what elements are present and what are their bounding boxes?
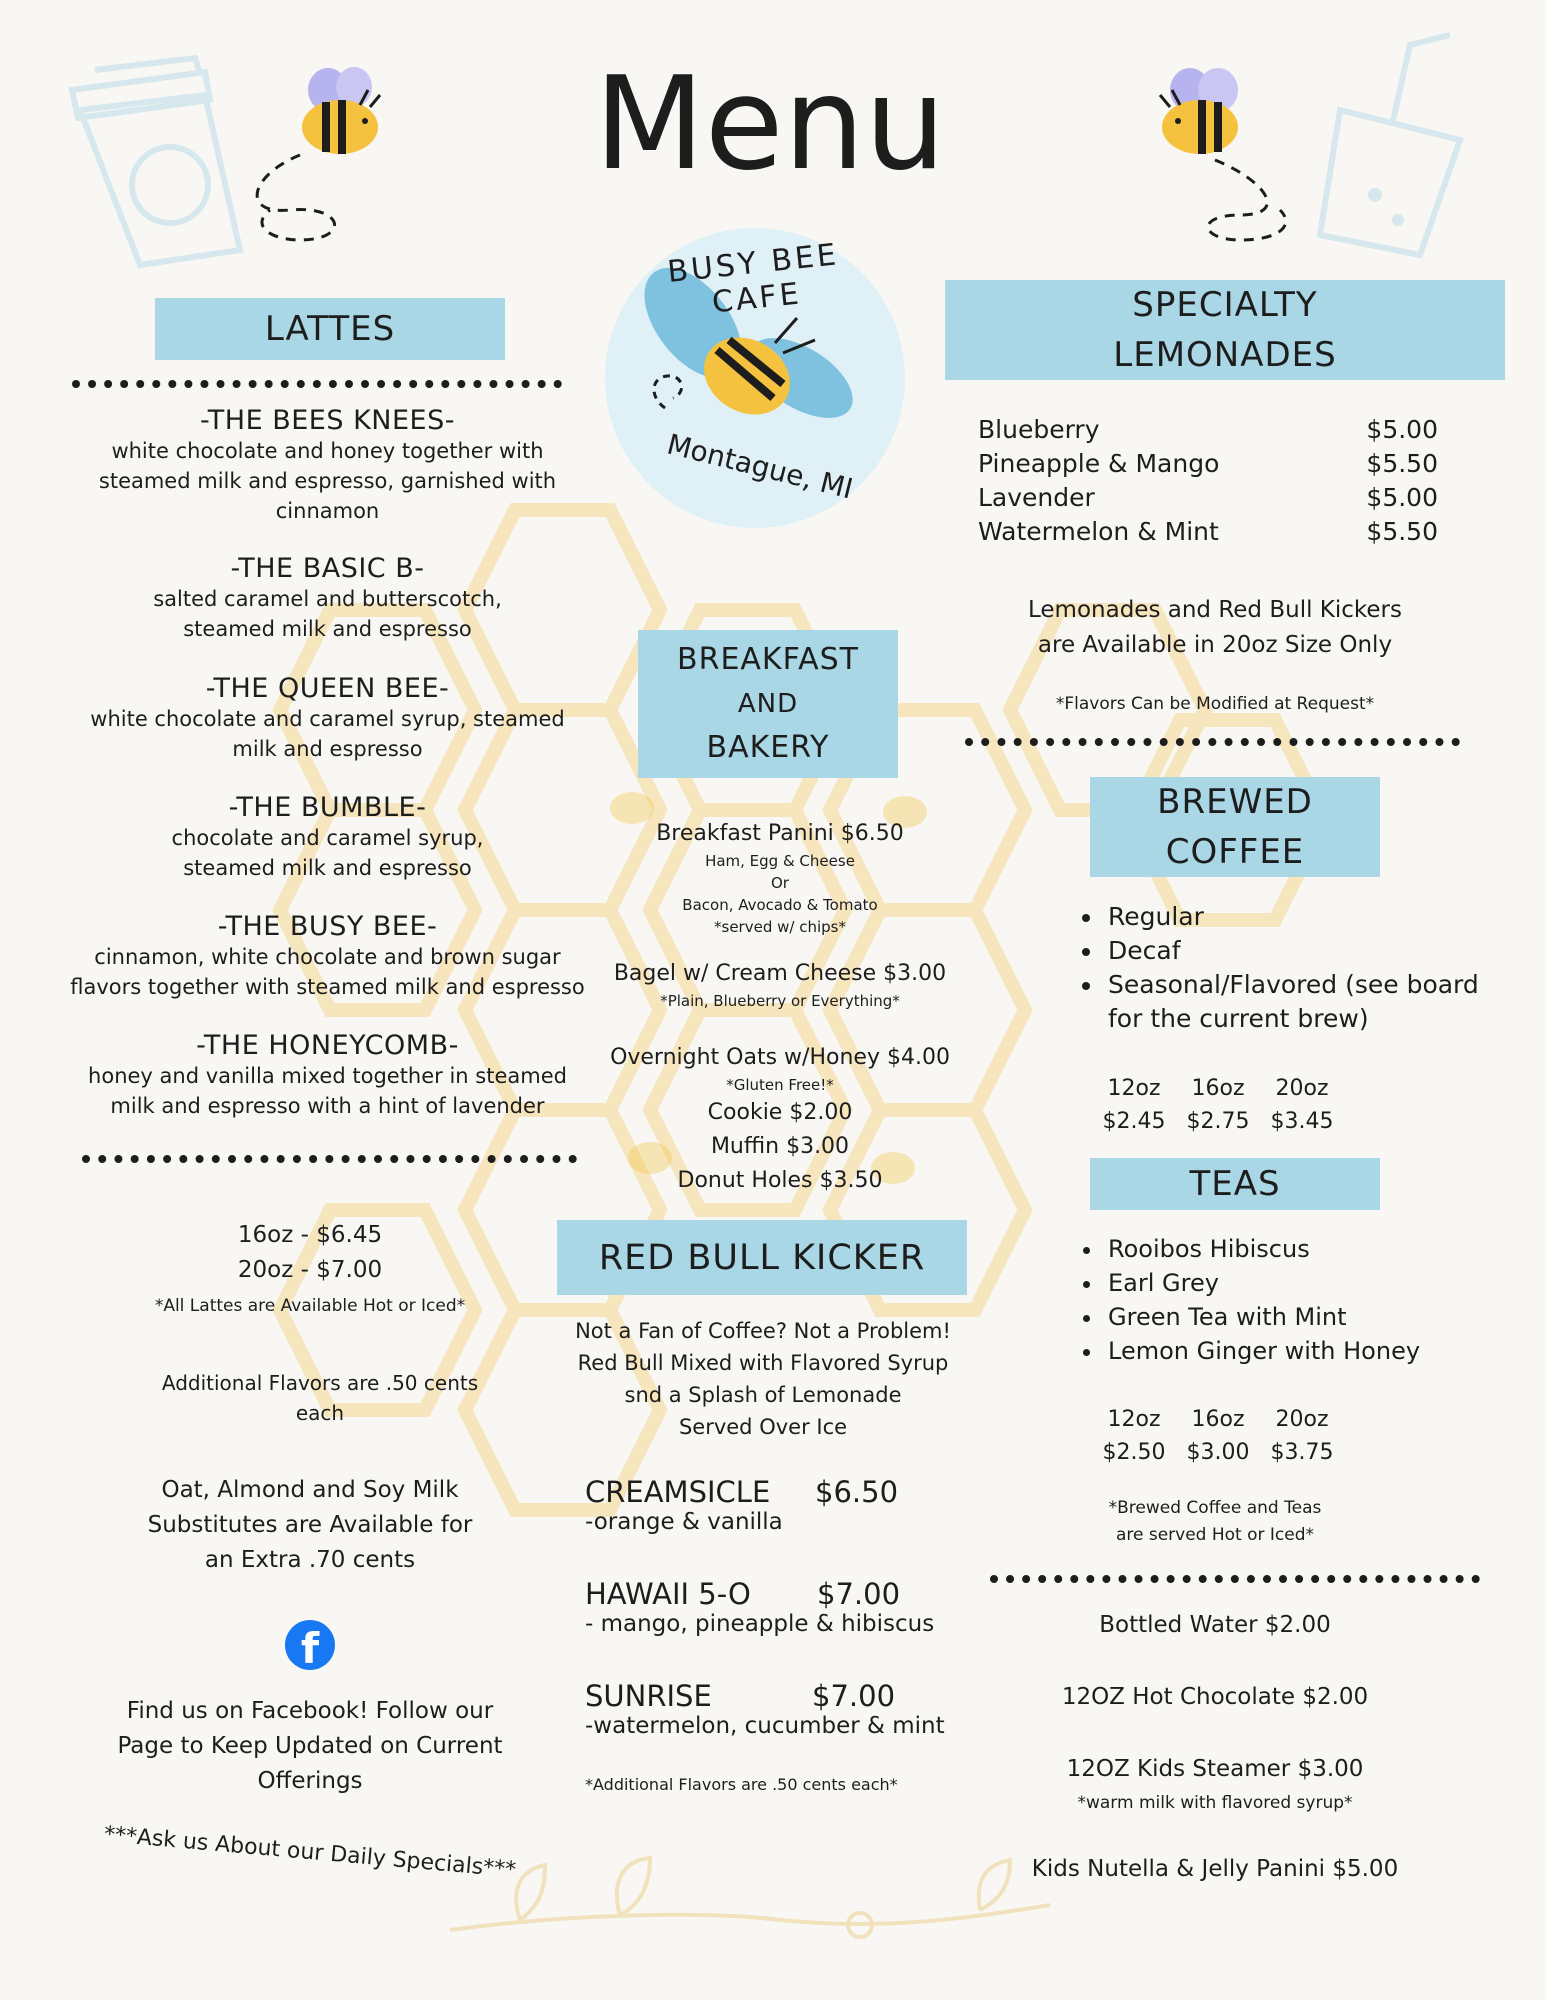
muffin: Muffin $3.00 xyxy=(710,1134,850,1159)
brewed-item: • Regular xyxy=(1104,900,1504,934)
kids-steamer: 12OZ Kids Steamer $3.00 xyxy=(1066,1756,1364,1782)
lemonade-name: Blueberry xyxy=(978,415,1100,444)
cafe-logo xyxy=(605,228,905,528)
latte-name: -THE QUEEN BEE- xyxy=(205,673,450,704)
teas-note: *Brewed Coffee and Teas are served Hot or Iced* xyxy=(1108,1498,1322,1545)
redbull-header: RED BULL KICKER xyxy=(557,1220,967,1295)
lemonade-name: Pineapple & Mango xyxy=(978,449,1220,478)
latte-item xyxy=(65,553,590,673)
brewed-item: • Seasonal/Flavored (see board for the current brew) xyxy=(1104,968,1504,1036)
donut-holes: Donut Holes $3.50 xyxy=(677,1168,883,1193)
kicker-desc: - mango, pineapple & hibiscus xyxy=(585,1611,935,1637)
divider xyxy=(82,1155,577,1163)
logo-name: BUSY BEE CAFE xyxy=(665,237,841,321)
latte-desc: cinnamon, white chocolate and brown sugar flavors together with steamed milk and espresso xyxy=(70,945,585,999)
hot-chocolate: 12OZ Hot Chocolate $2.00 xyxy=(1061,1684,1369,1710)
latte-desc: salted caramel and butterscotch, steamed milk and espresso xyxy=(153,587,502,641)
page-title: Menu xyxy=(594,50,946,199)
teas-header: TEAS xyxy=(1090,1158,1380,1210)
tea-sizes: 12oz 16oz 20oz $2.50 $3.00 $3.75 xyxy=(1102,1407,1334,1465)
lemonade-row xyxy=(978,415,1438,444)
steamer-note: *warm milk with flavored syrup* xyxy=(1077,1793,1353,1813)
kicker-name: HAWAII 5-O xyxy=(585,1577,751,1611)
oats-note: *Gluten Free!* xyxy=(726,1076,834,1094)
coffee-cup-icon xyxy=(72,58,240,265)
tea-item: • Earl Grey xyxy=(1104,1266,1504,1300)
facebook-text: Find us on Facebook! Follow our Page to Keep Updated on Current Offerings xyxy=(117,1698,503,1794)
latte-desc: honey and vanilla mixed together in steamed milk and espresso with a hint of lavender xyxy=(88,1064,567,1118)
iced-drink-icon xyxy=(1320,35,1460,255)
redbull-item xyxy=(585,1577,985,1637)
lemonade-modify-note: *Flavors Can be Modified at Request* xyxy=(1055,694,1375,714)
kicker-desc: -watermelon, cucumber & mint xyxy=(585,1713,945,1739)
kicker-name: SUNRISE xyxy=(585,1679,712,1713)
breakfast-list xyxy=(590,818,970,1198)
additional-flavors: Additional Flavors are .50 cents each xyxy=(161,1371,479,1425)
brewed-list xyxy=(1070,900,1504,1036)
latte-name: -THE BUSY BEE- xyxy=(217,911,438,942)
kicker-price: $7.00 xyxy=(817,1577,901,1611)
tea-item: • Green Tea with Mint xyxy=(1104,1300,1504,1334)
latte-name: -THE HONEYCOMB- xyxy=(196,1030,459,1061)
latte-item xyxy=(65,911,590,1030)
breakfast-header: BREAKFAST AND BAKERY xyxy=(638,630,898,778)
latte-item xyxy=(65,1030,590,1121)
bee-icon xyxy=(1160,68,1238,154)
lemonade-size-note: Lemonades and Red Bull Kickers are Available in 20oz Size Only xyxy=(1028,597,1402,658)
kicker-price: $7.00 xyxy=(812,1679,896,1713)
redbull-intro: Not a Fan of Coffee? Not a Problem! Red Bull Mixed with Flavored Syrup snd a Splash of Lemonade Served Over Ice xyxy=(575,1319,951,1439)
milk-substitutes: Oat, Almond and Soy Milk Substitutes are Available for an Extra .70 cents xyxy=(147,1477,473,1573)
bottled-water: Bottled Water $2.00 xyxy=(1099,1612,1331,1638)
latte-name: -THE BASIC B- xyxy=(230,553,425,584)
breakfast-panini: Breakfast Panini $6.50 xyxy=(656,821,904,846)
brewed-item: • Decaf xyxy=(1104,934,1504,968)
lemonades-header: SPECIALTY LEMONADES xyxy=(945,280,1505,380)
latte-item xyxy=(65,673,590,792)
lemonade-name: Watermelon & Mint xyxy=(978,517,1219,546)
lemonade-price: $5.50 xyxy=(1366,517,1438,546)
brewed-header: BREWED COFFEE xyxy=(1090,777,1380,877)
lattes-header: LATTES xyxy=(155,298,505,360)
leaf-vine-icon xyxy=(450,1858,1050,1937)
latte-desc: white chocolate and honey together with steamed milk and espresso, garnished with cinnamon xyxy=(98,439,557,523)
tea-item: • Lemon Ginger with Honey xyxy=(1104,1334,1504,1368)
bagel-note: *Plain, Blueberry or Everything* xyxy=(660,992,900,1010)
latte-item xyxy=(65,792,590,911)
lemonade-row xyxy=(978,517,1438,546)
lemonade-name: Lavender xyxy=(978,483,1095,512)
daily-specials: ***Ask us About our Daily Specials*** xyxy=(102,1822,518,1883)
redbull-item xyxy=(585,1679,985,1739)
redbull-note: *Additional Flavors are .50 cents each* xyxy=(585,1775,898,1794)
latte-desc: white chocolate and caramel syrup, steamed milk and espresso xyxy=(90,707,565,761)
kicker-desc: -orange & vanilla xyxy=(585,1509,783,1535)
latte-desc: chocolate and caramel syrup, steamed milk and espresso xyxy=(171,826,484,880)
tea-item: • Rooibos Hibiscus xyxy=(1104,1232,1504,1266)
overnight-oats: Overnight Oats w/Honey $4.00 xyxy=(610,1045,950,1070)
bagel: Bagel w/ Cream Cheese $3.00 xyxy=(613,961,947,986)
latte-price-20: 20oz - $7.00 xyxy=(237,1257,383,1283)
latte-list xyxy=(65,405,590,1121)
panini-option: Ham, Egg & Cheese xyxy=(705,852,855,870)
latte-note: *All Lattes are Available Hot or Iced* xyxy=(154,1296,466,1316)
panini-or: Or xyxy=(771,874,789,892)
redbull-item xyxy=(585,1475,985,1535)
lemonade-row xyxy=(978,449,1438,478)
facebook-icon[interactable]: f xyxy=(285,1620,335,1670)
divider xyxy=(990,1575,1480,1583)
latte-item xyxy=(65,405,590,553)
panini-note: *served w/ chips* xyxy=(714,918,846,936)
lemonade-price: $5.00 xyxy=(1366,483,1438,512)
divider xyxy=(965,738,1460,746)
latte-name: -THE BUMBLE- xyxy=(228,792,427,823)
lemonade-price: $5.00 xyxy=(1366,415,1438,444)
lemonade-price: $5.50 xyxy=(1366,449,1438,478)
lemonade-row xyxy=(978,483,1438,512)
panini-option: Bacon, Avocado & Tomato xyxy=(682,896,878,914)
bee-icon xyxy=(302,67,380,154)
kids-panini: Kids Nutella & Jelly Panini $5.00 xyxy=(1031,1856,1399,1882)
latte-name: -THE BEES KNEES- xyxy=(200,405,455,436)
kicker-price: $6.50 xyxy=(815,1475,899,1509)
kicker-name: CREAMSICLE xyxy=(585,1475,771,1509)
cookie: Cookie $2.00 xyxy=(707,1100,853,1125)
logo-location: Montague, MI xyxy=(663,427,857,506)
divider xyxy=(72,380,562,388)
brewed-sizes: 12oz 16oz 20oz $2.45 $2.75 $3.45 xyxy=(1102,1076,1334,1134)
teas-list xyxy=(1070,1232,1504,1368)
latte-price-16: 16oz - $6.45 xyxy=(237,1222,383,1248)
